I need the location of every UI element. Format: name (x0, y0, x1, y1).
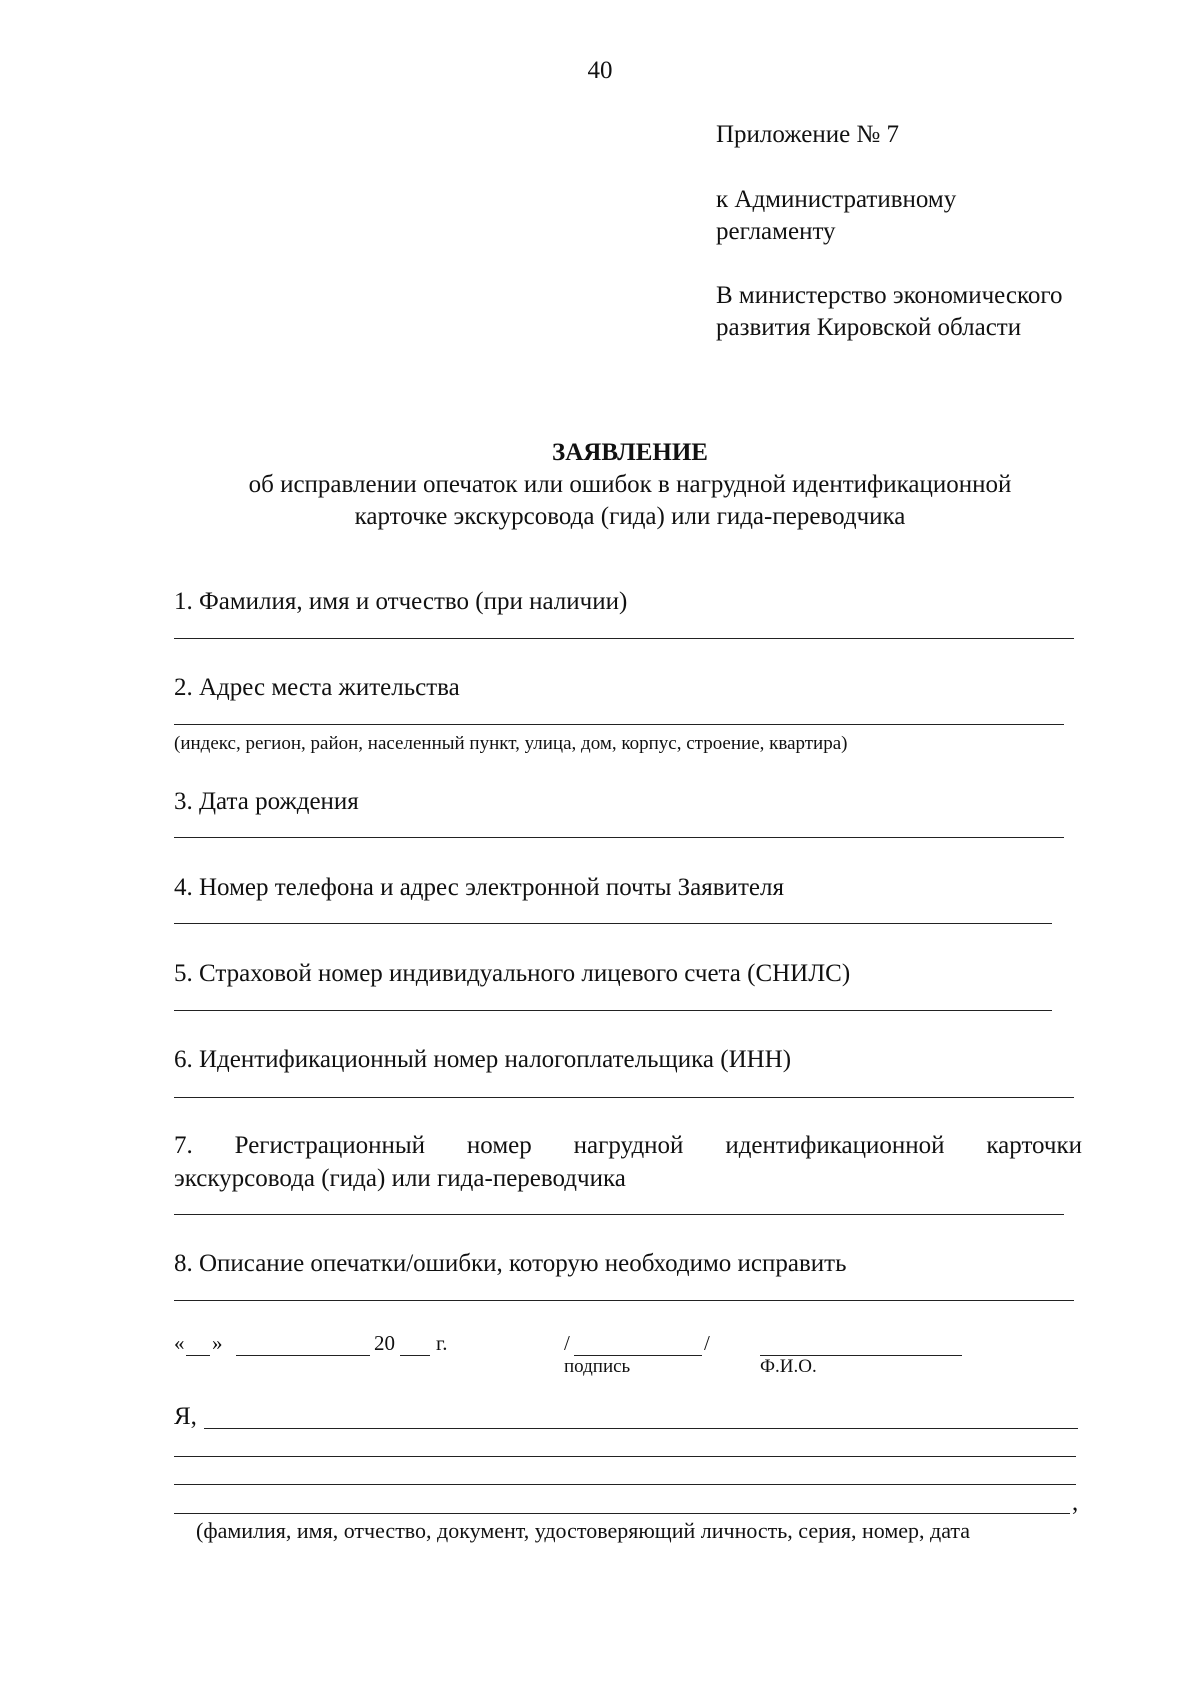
field-6-label: 6. Идентификационный номер налогоплательщика (ИНН) (174, 1046, 792, 1073)
date-day-line[interactable] (186, 1355, 210, 1356)
field-7-word: нагрудной (573, 1132, 684, 1159)
regulation-line-2: регламенту (716, 218, 836, 245)
consent-line-2[interactable] (174, 1456, 1076, 1457)
date-field (174, 1331, 185, 1355)
field-7-input-line[interactable] (174, 1214, 1064, 1215)
regulation-line-1: к Административному (716, 186, 957, 213)
field-7-label-line-1 (174, 1131, 1082, 1161)
document-title: ЗАЯВЛЕНИЕ (552, 439, 708, 466)
consent-line-4[interactable] (174, 1513, 1070, 1514)
field-7-word: идентификационной (725, 1132, 945, 1159)
field-8-label: 8. Описание опечатки/ошибки, которую необходимо исправить (174, 1250, 847, 1277)
field-6-input-line[interactable] (174, 1097, 1074, 1098)
field-8-input-line[interactable] (174, 1300, 1074, 1301)
field-3-input-line[interactable] (174, 837, 1064, 838)
consent-line-1[interactable] (204, 1428, 1078, 1429)
field-7-label-line-2: экскурсовода (гида) или гида-переводчика (174, 1165, 626, 1192)
field-3-label: 3. Дата рождения (174, 788, 359, 815)
document-subtitle-line-2: карточке экскурсовода (гида) или гида-переводчика (354, 503, 906, 530)
field-7-word: Регистрационный (234, 1132, 426, 1159)
field-7-word: карточки (986, 1132, 1082, 1159)
signature-slash-right: / (704, 1331, 710, 1355)
date-month-line[interactable] (236, 1355, 370, 1356)
fio-label: Ф.И.О. (760, 1356, 817, 1377)
document-subtitle-line-1: об исправлении опечаток или ошибок в нагрудной идентификационной (248, 471, 1012, 498)
field-4-input-line[interactable] (174, 923, 1052, 924)
addressee-line-1: В министерство экономического (716, 282, 1063, 309)
signature-label: подпись (564, 1356, 631, 1377)
consent-ya: Я, (174, 1403, 197, 1430)
date-year-line[interactable] (400, 1355, 430, 1356)
appendix-label: Приложение № 7 (716, 121, 900, 148)
date-close-quote: » (212, 1331, 223, 1355)
year-suffix: г. (436, 1331, 448, 1355)
field-7-word: 7. (174, 1132, 193, 1159)
field-7-word: номер (466, 1132, 532, 1159)
date-open-quote: « (174, 1331, 185, 1355)
year-prefix: 20 (374, 1331, 395, 1355)
addressee-line-2: развития Кировской области (716, 314, 1022, 341)
consent-line-3[interactable] (174, 1484, 1076, 1485)
field-2-label: 2. Адрес места жительства (174, 674, 460, 701)
field-4-label: 4. Номер телефона и адрес электронной почты Заявителя (174, 874, 784, 901)
signature-slash-left: / (564, 1331, 570, 1355)
consent-trailing-comma: , (1072, 1489, 1079, 1516)
field-2-hint: (индекс, регион, район, населенный пункт, улица, дом, корпус, строение, квартира) (174, 733, 848, 754)
field-1-label: 1. Фамилия, имя и отчество (при наличии) (174, 588, 628, 615)
field-5-label: 5. Страховой номер индивидуального лицевого счета (СНИЛС) (174, 960, 851, 987)
field-1-input-line[interactable] (174, 638, 1074, 639)
page-number: 40 (587, 57, 613, 84)
field-5-input-line[interactable] (174, 1010, 1052, 1011)
field-2-input-line[interactable] (174, 724, 1064, 725)
consent-hint: (фамилия, имя, отчество, документ, удостоверяющий личность, серия, номер, дата (196, 1518, 971, 1543)
